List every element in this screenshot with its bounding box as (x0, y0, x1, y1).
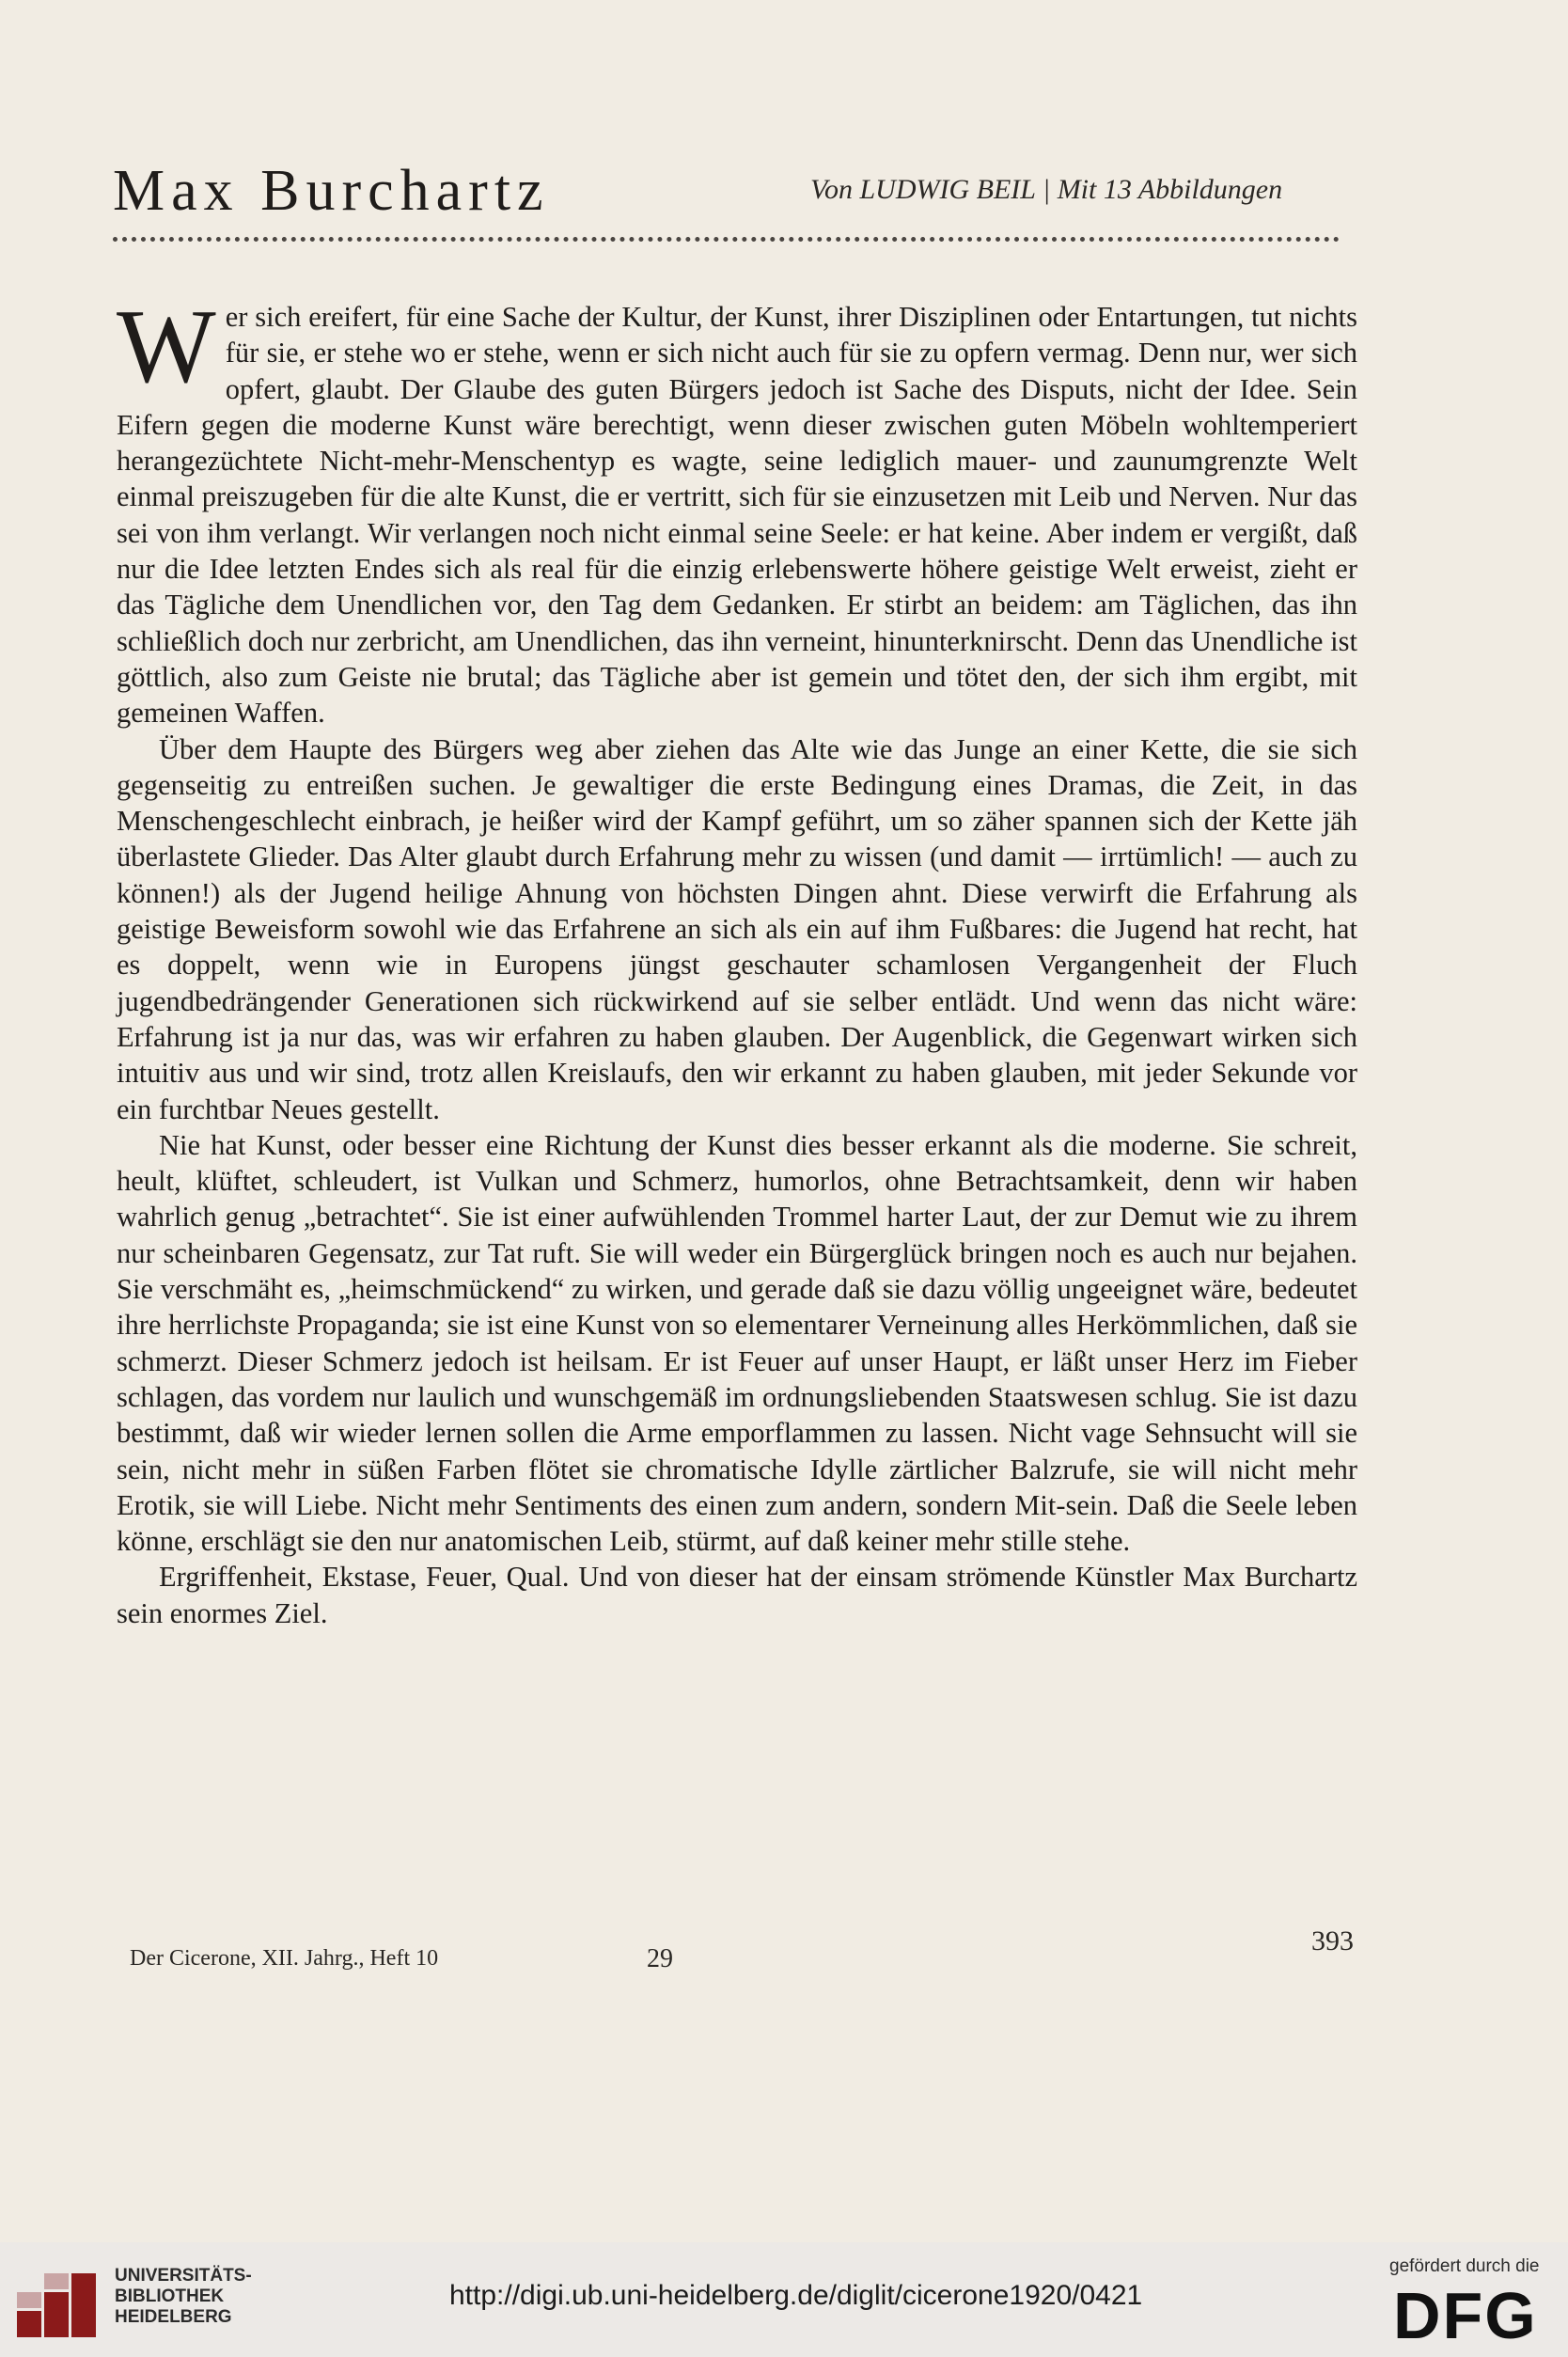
article-title: Max Burchartz (113, 159, 550, 223)
paragraph-4: Ergriffenheit, Ekstase, Feuer, Qual. Und von dieser hat der einsam strömende Künstler Max Burchartz sein enormes Ziel. (117, 1561, 1357, 1629)
signature-mark: 29 (647, 1944, 673, 1973)
dfg-logo: DFG (1393, 2279, 1538, 2352)
university-library-logo-icon (13, 2264, 100, 2341)
library-name-line: BIBLIOTHEK (115, 2286, 225, 2306)
library-name (115, 2266, 252, 2328)
dotted-divider (113, 237, 1340, 242)
article-body (117, 289, 1357, 1631)
funding-caption: gefördert durch die (1389, 2256, 1540, 2276)
paragraph-1 (117, 289, 1357, 731)
drop-cap: W (117, 289, 216, 405)
library-name-line: HEIDELBERG (115, 2307, 232, 2327)
permalink[interactable]: http://digi.ub.uni-heidelberg.de/diglit/cicerone1920/0421 (449, 2280, 1143, 2311)
journal-reference: Der Cicerone, XII. Jahrg., Heft 10 (130, 1946, 439, 1971)
article-byline: Von LUDWIG BEIL | Mit 13 Abbildungen (810, 174, 1283, 205)
paragraph-3: Nie hat Kunst, oder besser eine Richtung der Kunst dies besser erkannt als die moderne. Sie schreit, heult, klüftet, schleudert, ist Vulkan und Schmerz, humorlos, ohne Betrachtsamkeit, denn wir haben wahrlich genug „betrachtet“. Sie ist einer aufwühlenden Trommel harter Laut, der zur Demut wie zu ihrem nur scheinbaren Gegensatz, zur Tat ruft. Sie will weder ein Bürgerglück bringen noch es auch nur bejahen. Sie verschmäht es, „heimschmückend“ zu wirken, und gerade daß sie dazu völlig ungeeignet wäre, bedeutet ihre herrlichste Propaganda; sie ist eine Kunst von so elementarer Verneinung alles Herkömmlichen, daß sie schmerzt. Dieser Schmerz jedoch ist heilsam. Er ist Feuer auf unser Haupt, er läßt unser Herz im Fieber schlagen, das vordem nur laulich und wunschgemäß im ordnungsliebenden Staatswesen schlug. Sie ist dazu bestimmt, daß wir wieder lernen sollen die Arme emporflammen zu lassen. Nicht vage Sehnsucht will sie sein, nicht mehr in süßen Farben flötet sie chromatische Idylle zärtlicher Balzrufe, sie will nicht mehr Erotik, sie will Liebe. Nicht mehr Sentiments des einen zum andern, sondern Mit-sein. Daß die Seele leben könne, erschlägt sie den nur anatomischen Leib, stürmt, auf daß keiner mehr stille stehe. (117, 1128, 1357, 1558)
paragraph-1-text: er sich ereifert, für eine Sache der Kultur, der Kunst, ihrer Disziplinen oder Entartungen, tut nichts für sie, er stehe wo er stehe, wenn er sich nicht auch für sie zu opfern vermag. Denn nur, wer sich opfert, glaubt. Der Glaube des guten Bürgers jedoch ist Sache des Disputs, nicht der Idee. Sein Eifern gegen die moderne Kunst wäre berechtigt, wenn dieser zwischen guten Möbeln wohltemperiert herangezüchtete Nicht-mehr-Menschentyp es wagte, seine lediglich mauer- und zaunumgrenzte Welt einmal preiszugeben für die alte Kunst, die er vertritt, sich für sie einzusetzen mit Leib und Nerven. Nur das sei von ihm verlangt. Wir verlangen noch nicht einmal seine Seele: er hat keine. Aber indem er vergißt, daß nur die Idee letzten Endes sich als real für die einzig erlebenswerte höhere geistige Welt erweist, zieht er das Tägliche dem Unendlichen vor, den Tag dem Gedanken. Er stirbt an beidem: am Täglichen, das ihn schließlich doch nur zerbricht, am Unendlichen, das ihn verneint, hinunterknirscht. Denn das Unendliche ist göttlich, also zum Geiste nie brutal; das Tägliche aber ist gemein und tötet den, der sich ihm ergibt, mit gemeinen Waffen. (117, 301, 1357, 730)
paragraph-2: Über dem Haupte des Bürgers weg aber ziehen das Alte wie das Junge an einer Kette, die sie sich gegenseitig zu entreißen suchen. Je gewaltiger die erste Bedingung eines Dramas, die Zeit, in das Menschengeschlecht einbrach, je heißer wird der Kampf geführt, um so zäher spannen sich der Kette jäh überlastete Glieder. Das Alter glaubt durch Erfahrung mehr zu wissen (und damit — irrtümlich! — auch zu können!) als der Jugend heilige Ahnung von höchsten Dingen ahnt. Diese verwirft die Erfahrung als geistige Beweisform sowohl wie das Erfahrene an sich als ein auf ihm Fußbares: die Jugend hat recht, hat es doppelt, wenn wie in Europens jüngst geschauter schamlosen Vergangenheit der Fluch jugendbedrängender Generationen sich rückwirkend auf sie selber entlädt. Und wenn das nicht wäre: Erfahrung ist ja nur das, was wir erfahren zu haben glauben. Der Augenblick, die Gegenwart wirken sich intuitiv aus und wir sind, trotz allen Kreislaufs, den wir erkannt zu haben glauben, mit jeder Sekunde vor ein furchtbar Neues gestellt. (117, 732, 1357, 1125)
library-name-line: UNIVERSITÄTS- (115, 2266, 252, 2286)
page-number: 393 (1311, 1925, 1354, 1956)
